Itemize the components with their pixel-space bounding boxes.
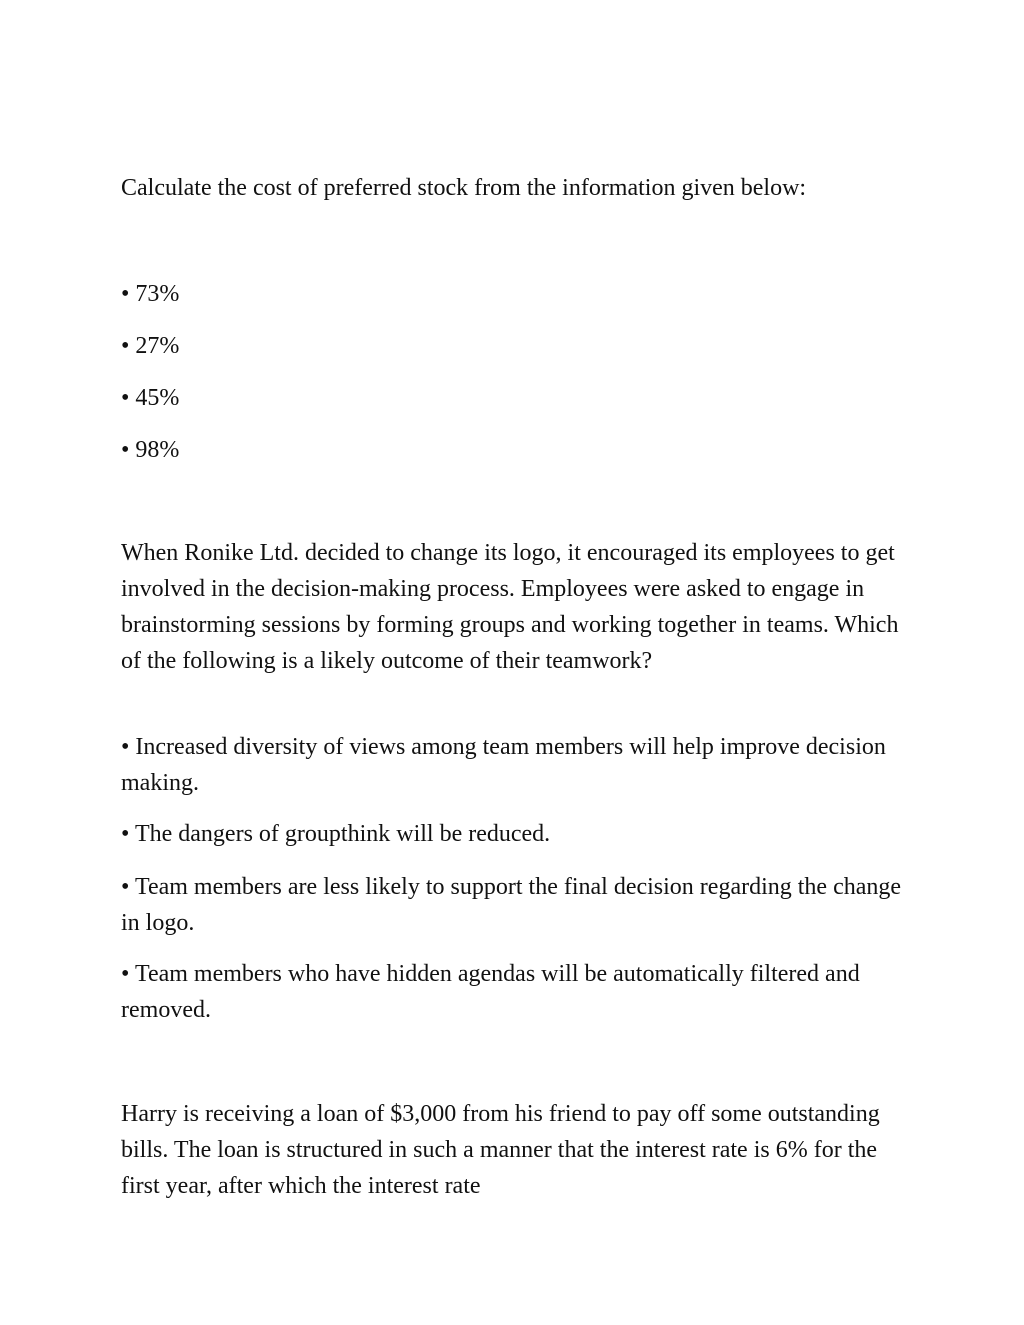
answer-option: • 98% <box>121 437 180 463</box>
question-stem: Calculate the cost of preferred stock from the information given below: <box>121 175 807 201</box>
question-stem: When Ronike Ltd. decided to change its logo, it encouraged its employees to get involved in the decision-making process. Employees were asked to engage in brainstorming sessions by forming groups and working together in teams. Which of the following is a likely outcome of their teamwork? <box>121 540 899 674</box>
answer-option: • Increased diversity of views among team members will help improve decision making. <box>121 734 886 796</box>
answer-option: • Team members who have hidden agendas will be automatically filtered and removed. <box>121 961 860 1023</box>
question-stem: Harry is receiving a loan of $3,000 from his friend to pay off some outstanding bills. The loan is structured in such a manner that the interest rate is 6% for the first year, after which the interest rate <box>121 1101 880 1199</box>
answer-option: • The dangers of groupthink will be reduced. <box>121 821 551 847</box>
answer-option: • 45% <box>121 385 180 411</box>
answer-option: • 27% <box>121 333 180 359</box>
answer-option: • 73% <box>121 281 180 307</box>
answer-option: • Team members are less likely to support the final decision regarding the change in logo. <box>121 874 902 936</box>
